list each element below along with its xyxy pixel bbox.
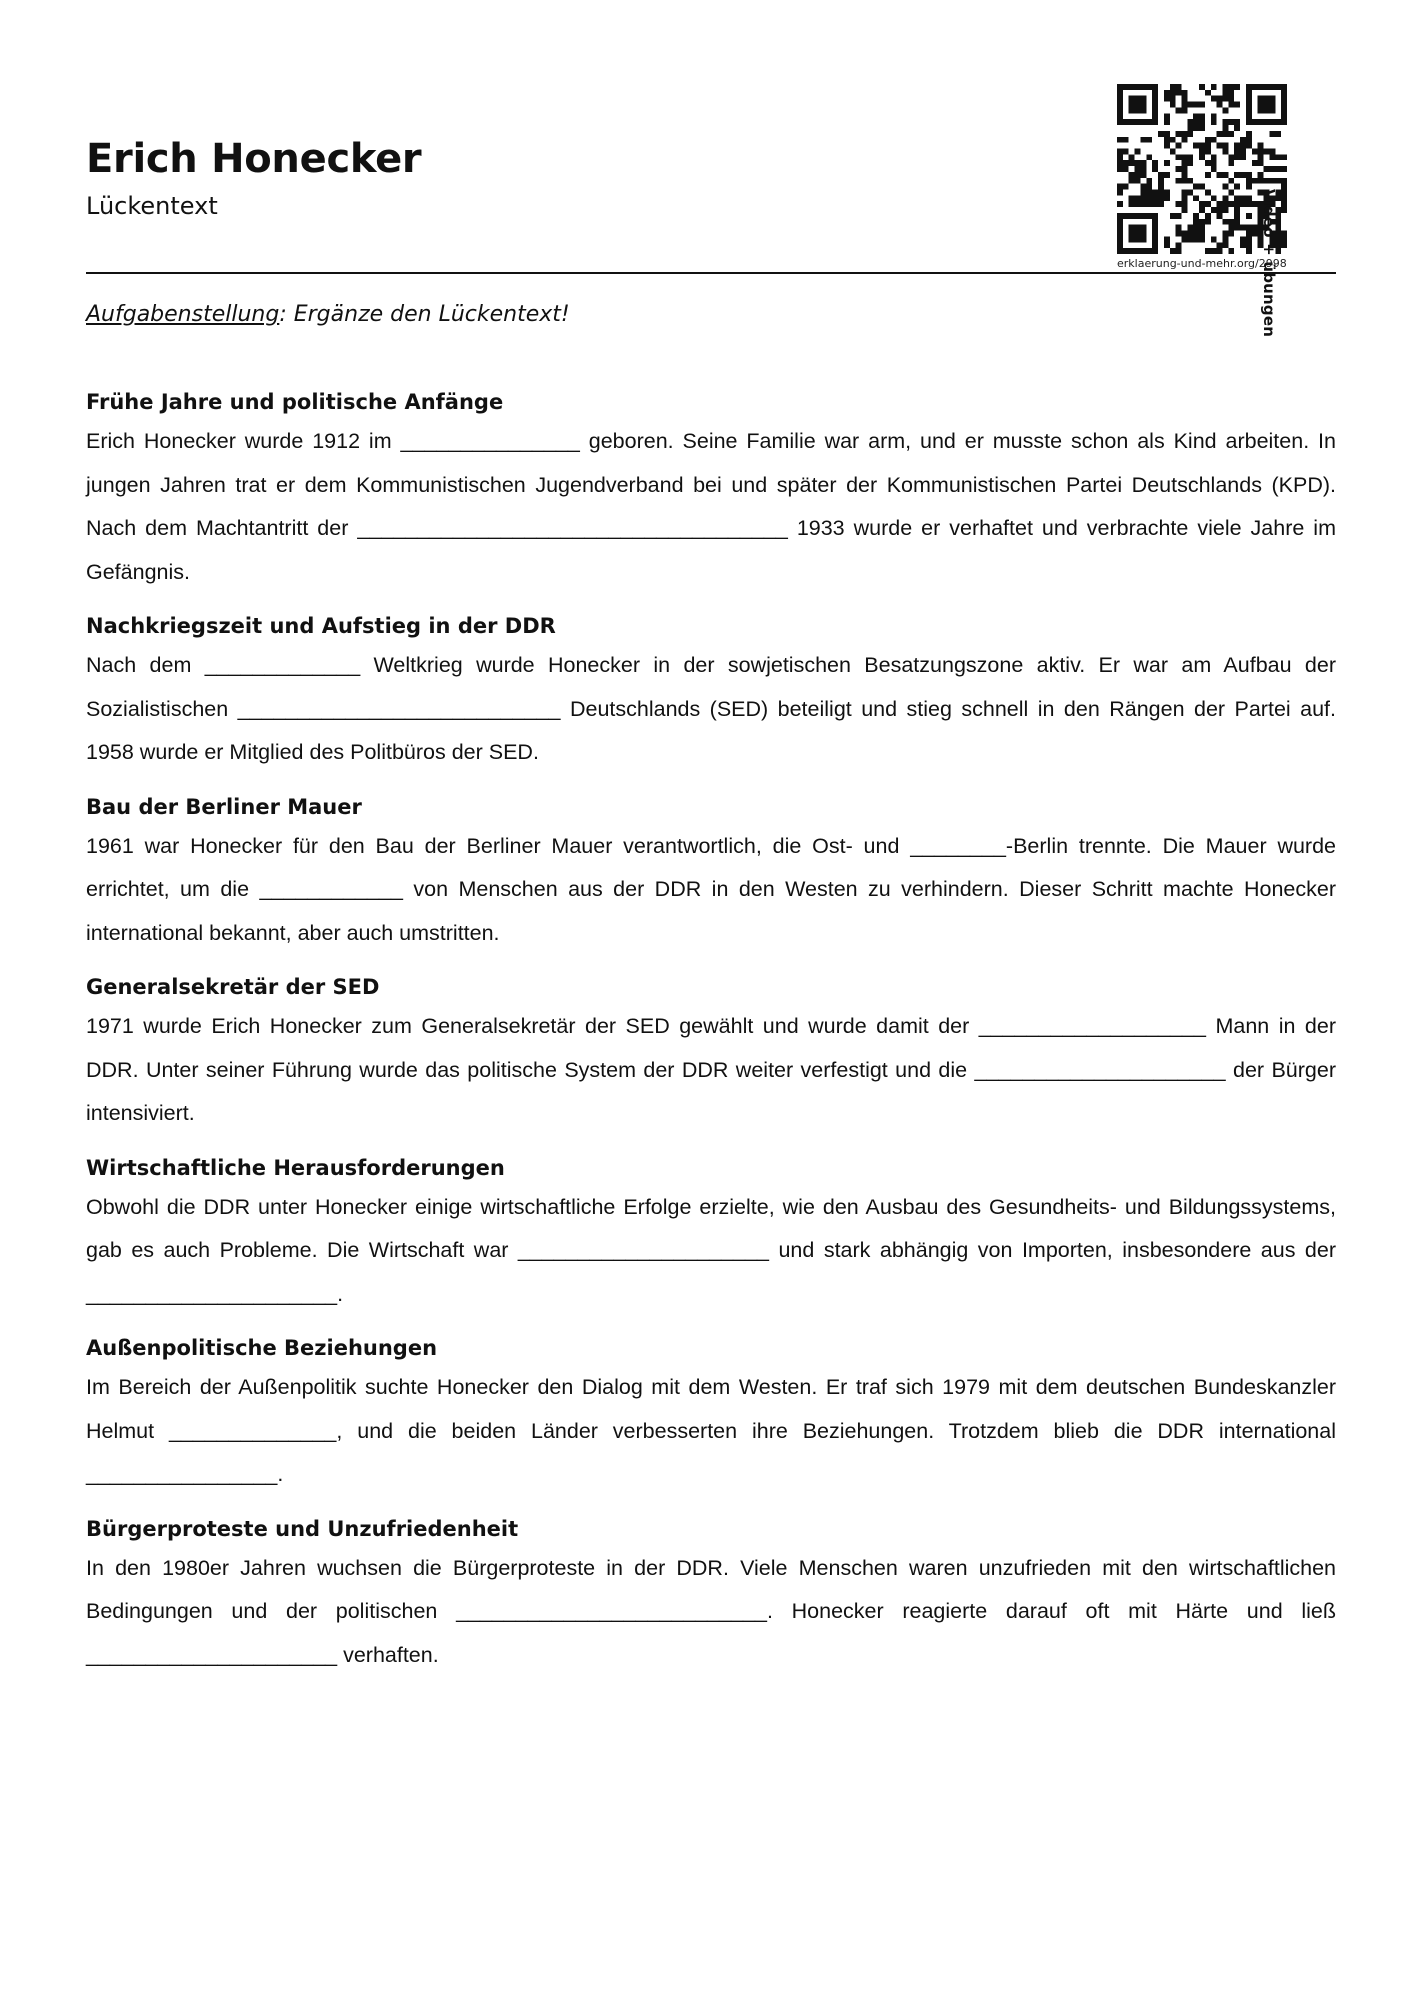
text-run: der Bürger intensiviert. (86, 1057, 1336, 1125)
cloze-gap[interactable]: _______________ (400, 429, 580, 453)
section-title: Bau der Berliner Mauer (86, 794, 362, 819)
text-run: In den 1980er Jahren wuchsen die Bürgerproteste in der DDR. Viele Menschen waren unzufrieden mit den wirtschaftlichen Bedingungen und der politischen (86, 1555, 1336, 1623)
cloze-gap[interactable]: _____________ (204, 653, 361, 677)
section-title: Nachkriegszeit und Aufstieg in der DDR (86, 614, 556, 638)
section-title: Frühe Jahre und politische Anfänge (86, 390, 504, 414)
qr-code-block (1117, 84, 1337, 338)
cloze-gap[interactable]: _____________________ (86, 1281, 338, 1306)
section-text (86, 1186, 1336, 1317)
section-postwar (86, 608, 1336, 775)
header-divider (86, 272, 1336, 274)
section-berlin-wall (86, 789, 1336, 956)
cloze-gap[interactable]: ______________ (168, 1418, 337, 1443)
task-instruction (86, 302, 570, 327)
text-run: Mann in der DDR. Unter seiner Führung wurde das politische System der DDR weiter verfestigt und die (86, 1014, 1336, 1082)
task-text: : Ergänze den Lückentext! (279, 302, 570, 327)
section-text (86, 825, 1336, 956)
text-run: geboren. Seine Familie war arm, und er musste schon als Kind arbeiten. In jungen Jahren trat er dem Kommunistischen Jugendverband bei und später der Kommunistischen Partei Deutschlands (KPD). Nach dem Machtantritt der (86, 429, 1336, 540)
section-title: Außenpolitische Beziehungen (86, 1336, 438, 1360)
section-economy (86, 1150, 1336, 1317)
qr-side-label: Video + übungen (1260, 189, 1278, 338)
text-run: -Berlin trennte. Die Mauer wurde errichtet, um die (86, 833, 1336, 901)
text-run: . (337, 1281, 344, 1306)
worksheet-page (86, 0, 1336, 2000)
cloze-gap[interactable]: __________________________ (456, 1599, 767, 1623)
cloze-gap[interactable]: ____________________________________ (357, 516, 788, 540)
text-run: Im Bereich der Außenpolitik suchte Honecker den Dialog mit dem Westen. Er traf sich 1979 mit dem deutschen Bundeskanzler Helmut (86, 1375, 1336, 1443)
section-title: Generalsekretär der SED (86, 975, 380, 999)
text-run: von Menschen aus der DDR in den Westen zu verhindern. Dieser Schritt machte Honecker international bekannt, aber auch umstritten. (86, 877, 1336, 945)
text-run: verhaften. (337, 1642, 439, 1667)
text-run: Nach dem (86, 653, 205, 677)
section-early-years (86, 384, 1336, 594)
cloze-gap[interactable]: _____________________ (517, 1238, 770, 1262)
section-title: Bürgerproteste und Unzufriedenheit (86, 1516, 519, 1541)
text-run: und stark abhängig von Importen, insbesondere aus der (769, 1238, 1336, 1262)
text-run: 1933 wurde er verhaftet und verbrachte viele Jahre im Gefängnis. (86, 516, 1336, 584)
section-title: Wirtschaftliche Herausforderungen (86, 1155, 505, 1180)
cloze-gap[interactable]: ________ (910, 833, 1006, 858)
text-run: 1961 war Honecker für den Bau der Berliner Mauer verantwortlich, die Ost- und (86, 833, 911, 858)
page-title: Erich Honecker (86, 136, 422, 182)
section-text (86, 1366, 1336, 1497)
qr-url-label: erklaerung-und-mehr.org/2998 (1117, 257, 1287, 270)
cloze-gap[interactable]: ___________________ (978, 1014, 1206, 1038)
section-text (86, 1005, 1336, 1136)
text-run: Weltkrieg wurde Honecker in der sowjetischen Besatzungszone aktiv. Er war am Aufbau der Sozialistischen (86, 653, 1336, 721)
text-run: 1971 wurde Erich Honecker zum Generalsekretär der SED gewählt und wurde damit der (86, 1014, 979, 1038)
section-foreign-policy (86, 1330, 1336, 1497)
cloze-gap[interactable]: _____________________ (974, 1057, 1226, 1082)
text-run: Erich Honecker wurde 1912 im (86, 429, 401, 453)
section-text (86, 420, 1336, 594)
cloze-gap[interactable]: _____________________ (86, 1642, 338, 1667)
section-general-secretary (86, 969, 1336, 1136)
cloze-gap[interactable]: ________________ (86, 1462, 278, 1486)
page-subtitle: Lückentext (86, 192, 218, 220)
cloze-gap[interactable]: ____________ (259, 877, 403, 901)
task-label: Aufgabenstellung (86, 302, 280, 327)
section-text (86, 644, 1336, 775)
text-run: , und die beiden Länder verbesserten ihre Beziehungen. Trotzdem blieb die DDR international (336, 1418, 1336, 1443)
text-run: Obwohl die DDR unter Honecker einige wirtschaftliche Erfolge erzielte, wie den Ausbau des Gesundheits- und Bildungssystems, gab es auch Probleme. Die Wirtschaft war (86, 1194, 1336, 1262)
cloze-content (86, 384, 1336, 1691)
section-protests (86, 1511, 1336, 1678)
text-run: . Honecker reagierte darauf oft mit Härte und ließ (766, 1599, 1336, 1623)
text-run: Deutschlands (SED) beteiligt und stieg schnell in den Rängen der Partei auf. 1958 wurde er Mitglied des Politbüros der SED. (86, 696, 1336, 764)
text-run: . (277, 1462, 284, 1486)
section-text (86, 1547, 1336, 1678)
cloze-gap[interactable]: ___________________________ (237, 696, 561, 721)
